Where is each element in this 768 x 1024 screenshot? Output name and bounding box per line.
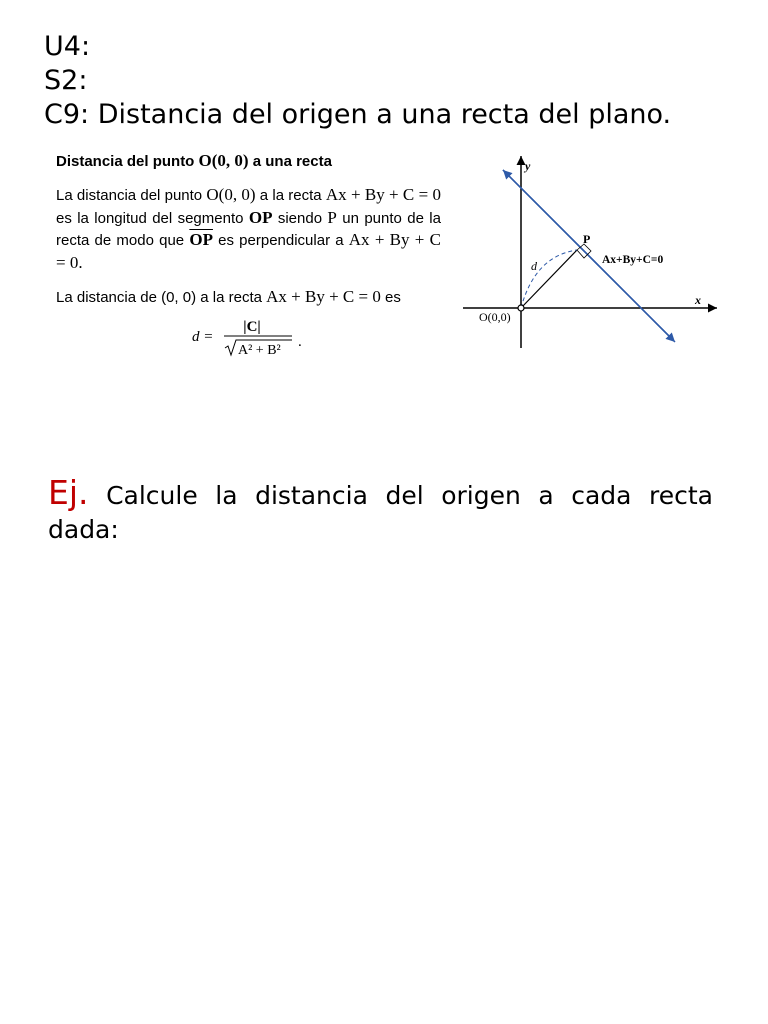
- axis-y-label: y: [525, 159, 531, 173]
- p1-e: un punto de la recta de modo que: [56, 209, 441, 249]
- panel-title-point: O(0, 0): [198, 151, 249, 170]
- p1-seg: OP: [248, 207, 273, 227]
- distance-formula: [192, 314, 312, 365]
- p1-seg-over: $\overline{OP}$: [189, 230, 213, 249]
- session-label: S2:: [44, 65, 88, 96]
- class-title: Distancia del origen a una recta del plano.: [97, 99, 672, 130]
- distance-sentence: [56, 287, 401, 307]
- line-equation-label: Ax+By+C=0: [602, 254, 664, 266]
- definition-paragraph: [56, 184, 441, 274]
- class-label: C9:: [44, 99, 90, 130]
- origin-point: [518, 305, 524, 311]
- distance-label: d: [531, 259, 537, 273]
- p1-f: es perpendicular a: [212, 232, 349, 249]
- formula-lhs: d =: [192, 329, 214, 345]
- class-line: [44, 98, 671, 132]
- formula-end: .: [298, 334, 302, 350]
- unit-label: U4:: [44, 31, 91, 62]
- panel-title-prefix: Distancia del punto: [56, 153, 199, 170]
- origin-label: O(0,0): [479, 310, 511, 324]
- p1-line: Ax + By + C = 0: [325, 185, 441, 204]
- exercise-text: Calcule la distancia del origen a cada recta dada:: [48, 481, 713, 544]
- formula-numerator: |C|: [243, 319, 261, 335]
- axis-x-label: x: [695, 293, 701, 307]
- p2-line: Ax + By + C = 0: [266, 287, 381, 306]
- p1-b: a la recta: [255, 187, 326, 204]
- p1-d: siendo: [272, 209, 328, 227]
- p1-p: P: [327, 207, 337, 227]
- p1-a: La distancia del punto: [56, 187, 207, 204]
- panel-title-suffix: a una recta: [248, 153, 332, 170]
- p1-point: O(0, 0): [206, 185, 256, 204]
- geometry-figure: [455, 148, 725, 353]
- formula-denominator: A² + B²: [238, 343, 281, 358]
- header: [44, 30, 671, 132]
- point-p-label: P: [583, 232, 591, 246]
- panel-title: [56, 151, 332, 171]
- p1-line2: Ax + By + C = 0.: [56, 230, 441, 272]
- p2-a: La distancia de (0, 0) a la recta: [56, 289, 267, 306]
- segment-op: [521, 250, 577, 308]
- exercise-tag: Ej.: [48, 473, 89, 512]
- exercise-block: [48, 473, 713, 547]
- p1-c: es la longitud del segmento: [56, 209, 249, 227]
- p2-b: es: [380, 289, 401, 306]
